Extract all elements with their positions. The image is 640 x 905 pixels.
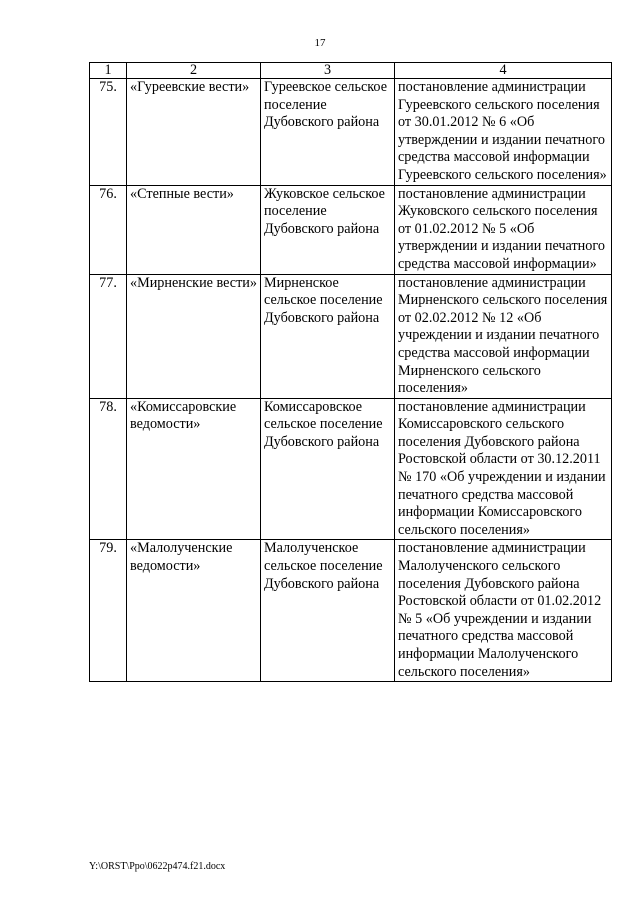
table-row xyxy=(90,540,612,682)
registry-table xyxy=(89,62,612,682)
publication-name: «Комиссаровские ведомости» xyxy=(127,398,261,540)
table-row xyxy=(90,274,612,398)
settlement-name: Мирненское сельское поселение Дубовского района xyxy=(261,274,395,398)
footer-file-path: Y:\ORST\Ppo\0622p474.f21.docx xyxy=(89,861,226,872)
table-header-row xyxy=(90,63,612,79)
row-number: 78. xyxy=(90,398,127,540)
header-cell-4: 4 xyxy=(395,63,612,79)
header-cell-3: 3 xyxy=(261,63,395,79)
row-number: 79. xyxy=(90,540,127,682)
founding-document: постановление администрации Мирненского сельского поселения от 02.02.2012 № 12 «Об учреждении и издании печатного средства массовой информации Мирненского сельского поселения» xyxy=(395,274,612,398)
header-cell-1: 1 xyxy=(90,63,127,79)
publication-name: «Малолученские ведомости» xyxy=(127,540,261,682)
table-row xyxy=(90,79,612,186)
header-cell-2: 2 xyxy=(127,63,261,79)
row-number: 76. xyxy=(90,185,127,274)
publication-name: «Степные вести» xyxy=(127,185,261,274)
publication-name: «Гуреевские вести» xyxy=(127,79,261,186)
table-row xyxy=(90,398,612,540)
founding-document: постановление администрации Жуковского сельского поселения от 01.02.2012 № 5 «Об утверждении и издании печатного средства массовой информации» xyxy=(395,185,612,274)
table-row xyxy=(90,185,612,274)
founding-document: постановление администрации Малолученского сельского поселения Дубовского района Ростовской области от 01.02.2012 № 5 «Об учреждении и издании печатного средства массовой информации Малолученского сельского поселения» xyxy=(395,540,612,682)
settlement-name: Гуреевское сельское поселение Дубовского района xyxy=(261,79,395,186)
founding-document: постановление администрации Комиссаровского сельского поселения Дубовского района Ростовской области от 30.12.2011 № 170 «Об учреждении и издании печатного средства массовой информации Комиссаровского сельского поселения» xyxy=(395,398,612,540)
founding-document: постановление администрации Гуреевского сельского поселения от 30.01.2012 № 6 «Об утверждении и издании печатного средства массовой информации Гуреевского сельского поселения» xyxy=(395,79,612,186)
row-number: 77. xyxy=(90,274,127,398)
row-number: 75. xyxy=(90,79,127,186)
settlement-name: Жуковское сельское поселение Дубовского района xyxy=(261,185,395,274)
settlement-name: Малолученское сельское поселение Дубовского района xyxy=(261,540,395,682)
page-number: 17 xyxy=(314,37,326,49)
settlement-name: Комиссаровское сельское поселение Дубовского района xyxy=(261,398,395,540)
publication-name: «Мирненские вести» xyxy=(127,274,261,398)
